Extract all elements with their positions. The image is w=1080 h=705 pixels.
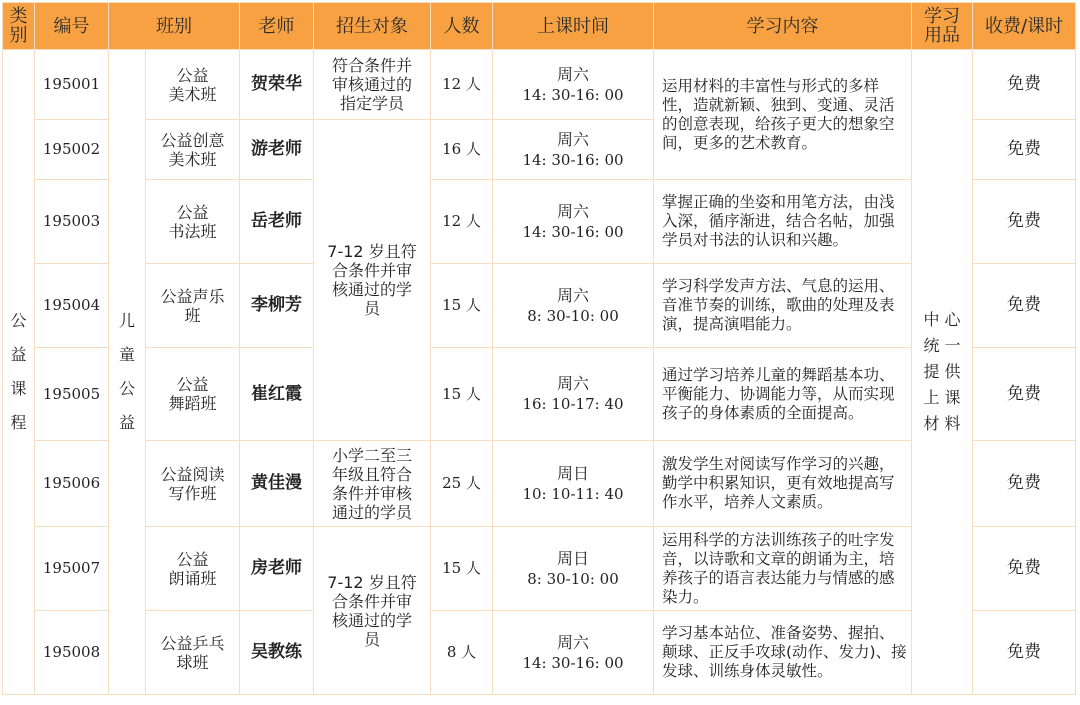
class-name: 公益创意 美术班 (146, 120, 240, 180)
teacher-name: 岳老师 (240, 180, 314, 264)
course-id: 195006 (35, 441, 109, 527)
class-time: 周六 16: 10-17: 40 (493, 348, 654, 441)
fee: 免费 (973, 264, 1076, 348)
teacher-name: 黄佳漫 (240, 441, 314, 527)
class-time: 周日 10: 10-11: 40 (493, 441, 654, 527)
student-count: 16 人 (431, 120, 493, 180)
course-id: 195001 (35, 50, 109, 120)
course-content: 运用材料的丰富性与形式的多样性，造就新颖、独到、变通、灵活的创意表现，给孩子更大的想象空间，更多的艺术教育。 (654, 50, 912, 180)
class-type-cell: 儿 童 公 益 (109, 50, 146, 695)
student-count: 12 人 (431, 180, 493, 264)
class-time: 周六 8: 30-10: 00 (493, 264, 654, 348)
header-teacher: 老师 (240, 3, 314, 50)
fee: 免费 (973, 611, 1076, 695)
header-supplies: 学习 用品 (912, 3, 973, 50)
student-count: 15 人 (431, 264, 493, 348)
header-row (3, 3, 1076, 50)
category-cell: 公 益 课 程 (3, 50, 35, 695)
enrollment-target: 7-12 岁且符 合条件并审 核通过的学 员 (314, 527, 431, 695)
supplies-cell: 中 心 统 一 提 供 上 课 材 料 (912, 50, 973, 695)
fee: 免费 (973, 348, 1076, 441)
teacher-name: 吴教练 (240, 611, 314, 695)
student-count: 15 人 (431, 348, 493, 441)
class-time: 周六 14: 30-16: 00 (493, 611, 654, 695)
class-name: 公益 朗诵班 (146, 527, 240, 611)
course-id: 195007 (35, 527, 109, 611)
header-class-type: 班别 (109, 3, 240, 50)
class-time: 周日 8: 30-10: 00 (493, 527, 654, 611)
course-id: 195002 (35, 120, 109, 180)
fee: 免费 (973, 50, 1076, 120)
student-count: 12 人 (431, 50, 493, 120)
student-count: 25 人 (431, 441, 493, 527)
class-name: 公益 书法班 (146, 180, 240, 264)
student-count: 15 人 (431, 527, 493, 611)
class-name: 公益乒乓 球班 (146, 611, 240, 695)
class-name: 公益 美术班 (146, 50, 240, 120)
course-id: 195003 (35, 180, 109, 264)
teacher-name: 房老师 (240, 527, 314, 611)
class-name: 公益阅读 写作班 (146, 441, 240, 527)
fee: 免费 (973, 441, 1076, 527)
teacher-name: 李柳芳 (240, 264, 314, 348)
table-row (3, 50, 1076, 120)
header-time: 上课时间 (493, 3, 654, 50)
class-name: 公益 舞蹈班 (146, 348, 240, 441)
enrollment-target: 符合条件并 审核通过的 指定学员 (314, 50, 431, 120)
class-time: 周六 14: 30-16: 00 (493, 180, 654, 264)
fee: 免费 (973, 120, 1076, 180)
teacher-name: 游老师 (240, 120, 314, 180)
course-content: 掌握正确的坐姿和用笔方法，由浅入深，循序渐进，结合名帖，加强学员对书法的认识和兴趣。 (654, 180, 912, 264)
course-id: 195008 (35, 611, 109, 695)
enrollment-target: 7-12 岁且符 合条件并审 核通过的学 员 (314, 120, 431, 441)
teacher-name: 贺荣华 (240, 50, 314, 120)
header-count: 人数 (431, 3, 493, 50)
header-id: 编号 (35, 3, 109, 50)
course-content: 学习科学发声方法、气息的运用、音准节奏的训练，歌曲的处理及表演，提高演唱能力。 (654, 264, 912, 348)
student-count: 8 人 (431, 611, 493, 695)
course-content: 通过学习培养儿童的舞蹈基本功、平衡能力、协调能力等，从而实现孩子的身体素质的全面提高。 (654, 348, 912, 441)
course-id: 195005 (35, 348, 109, 441)
course-table (2, 2, 1076, 695)
class-time: 周六 14: 30-16: 00 (493, 50, 654, 120)
class-time: 周六 14: 30-16: 00 (493, 120, 654, 180)
enrollment-target: 小学二至三 年级且符合 条件并审核 通过的学员 (314, 441, 431, 527)
header-content: 学习内容 (654, 3, 912, 50)
course-content: 运用科学的方法训练孩子的吐字发音，以诗歌和文章的朗诵为主，培养孩子的语言表达能力与情感的感染力。 (654, 527, 912, 611)
fee: 免费 (973, 527, 1076, 611)
class-name: 公益声乐 班 (146, 264, 240, 348)
header-target: 招生对象 (314, 3, 431, 50)
header-category: 类 别 (3, 3, 35, 50)
header-fee: 收费/课时 (973, 3, 1076, 50)
course-content: 激发学生对阅读写作学习的兴趣，勤学中积累知识，更有效地提高写作水平，培养人文素质。 (654, 441, 912, 527)
course-content: 学习基本站位、准备姿势、握拍、颠球、正反手攻球(动作、发力)、接发球、训练身体灵敏性。 (654, 611, 912, 695)
course-id: 195004 (35, 264, 109, 348)
fee: 免费 (973, 180, 1076, 264)
teacher-name: 崔红霞 (240, 348, 314, 441)
